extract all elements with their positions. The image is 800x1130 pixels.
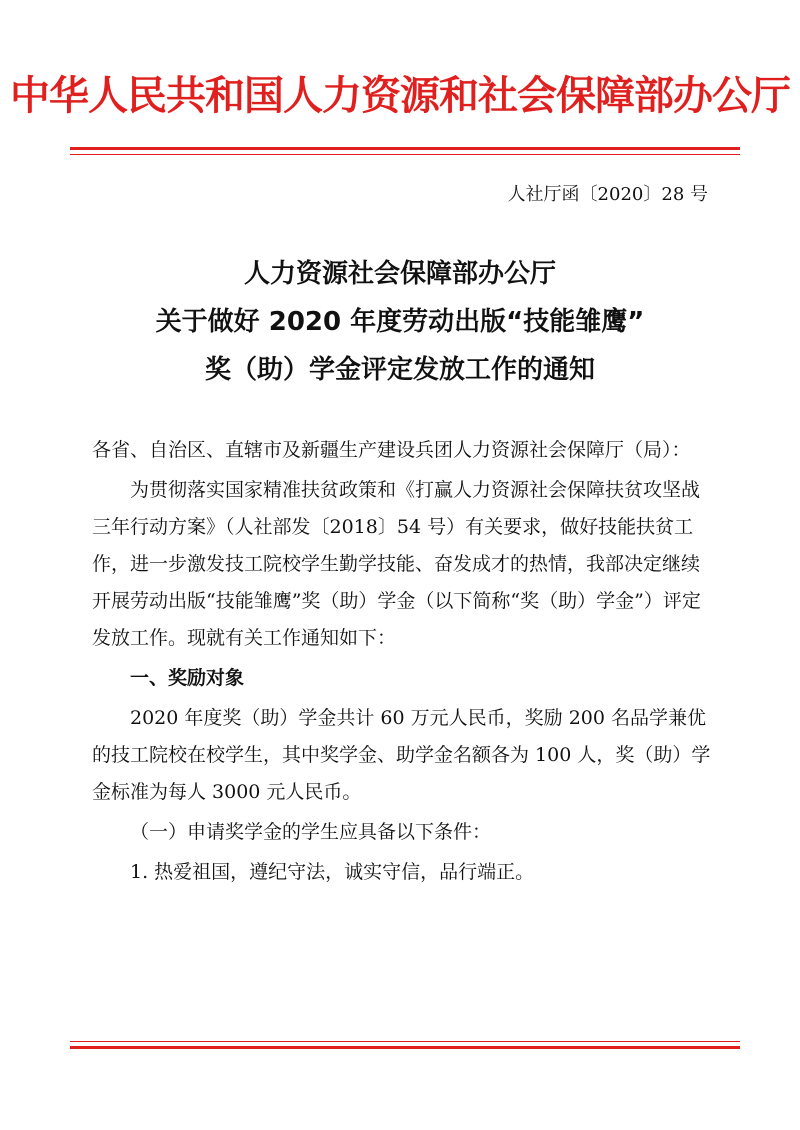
paragraph-award-amount: 2020 年度奖（助）学金共计 60 万元人民币，奖励 200 名品学兼优的技工院校在校学生，其中奖学金、助学金名额各为 100 人，奖（助）学金标准为每人 3000 元人民币。: [92, 707, 711, 803]
title-line-1: 人力资源社会保障部办公厅: [243, 259, 556, 289]
condition-item-1: 1. 热爱祖国，遵纪守法，诚实守信，品行端正。: [130, 861, 535, 883]
title-line-3: 奖（助）学金评定发放工作的通知: [204, 355, 595, 385]
section-heading-award-recipients: 一、奖励对象: [130, 667, 245, 689]
document-body: [92, 432, 712, 894]
paragraph-intro: 为贯彻落实国家精准扶贫政策和《打赢人力资源社会保障扶贫攻坚战三年行动方案》（人社部发〔2018〕54 号）有关要求，做好技能扶贫工作，进一步激发技工院校学生勤学技能、奋发成才的热情，我部决定继续开展劳动出版“技能雏鹰”奖（助）学金（以下简称“奖（助）学金”）评定发放工作。现就有关工作通知如下：: [92, 479, 701, 649]
header-red-rule-thick: [70, 147, 740, 150]
footer-red-rule-thick: [70, 1046, 740, 1049]
issuing-authority-header: 中华人民共和国人力资源和社会保障部办公厅: [10, 72, 790, 119]
title-line-2: 关于做好 2020 年度劳动出版“技能雏鹰”: [155, 307, 645, 337]
salutation: 各省、自治区、直辖市及新疆生产建设兵团人力资源社会保障厅（局）：: [92, 439, 691, 461]
subsection-heading-scholarship-conditions: （一）申请奖学金的学生应具备以下条件：: [130, 821, 492, 843]
header-red-rule-thin: [70, 154, 740, 155]
document-title: [0, 250, 800, 394]
document-number: 人社厅函〔2020〕28 号: [507, 184, 708, 205]
footer-red-rule-thin: [70, 1041, 740, 1042]
